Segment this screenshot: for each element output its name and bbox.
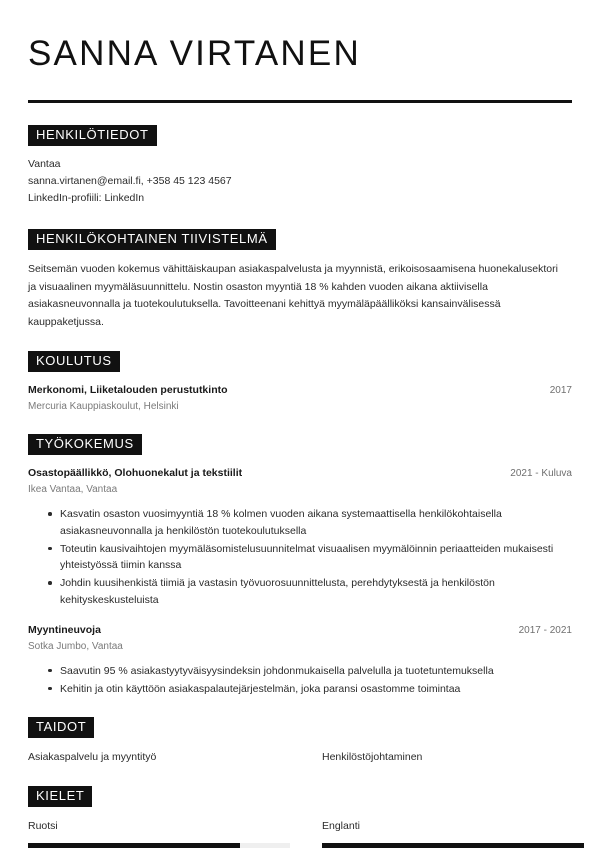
skills-column-left [28,750,300,766]
language-level-track [322,843,584,848]
skills-columns [28,750,572,766]
education-degree: Merkonomi, Liiketalouden perustutkinto [28,384,228,397]
skill-item: Asiakaspalvelu ja myyntityö [28,751,157,764]
experience-employer: Ikea Vantaa, Vantaa [28,484,118,496]
experience-job-title: Myyntineuvoja [28,623,101,636]
education-entry [28,383,572,414]
experience-entry [28,466,572,609]
experience-date: 2017 - 2021 [518,624,572,636]
languages-column-left [28,819,300,848]
experience-bullet-list [28,506,572,609]
education-institution: Mercuria Kauppiaskoulut, Helsinki [28,401,179,413]
section-heading-skills: TAIDOT [28,717,94,738]
language-item [28,819,290,848]
header-divider [28,100,572,103]
list-item: Kehitin ja otin käyttöön asiakaspalautejärjestelmän, joka paransi osastomme toimintaa [48,681,572,698]
language-item [322,819,584,848]
section-experience [28,434,572,697]
contact-details [28,156,572,207]
list-item: Kasvatin osaston vuosimyyntiä 18 % kolmen vuoden aikana systemaattisella henkilökohtaisella asiakasneuvonnalla ja henkilöstön tuotekoulutuksella [48,506,572,540]
skill-item: Henkilöstöjohtaminen [322,751,423,764]
list-item: Toteutin kausivaihtojen myymäläsomistelusuunnitelmat visuaalisen myymälöinnin periaatteiden mukaisesti yhteistyössä tiimin kanssa [48,541,572,575]
section-heading-education: KOULUTUS [28,351,120,372]
page-title: SANNA VIRTANEN [28,34,361,73]
section-heading-languages: KIELET [28,786,92,807]
language-name: Ruotsi [28,820,58,833]
contact-location: Vantaa [28,158,61,171]
skills-column-right [300,750,572,766]
language-level-fill [322,843,584,848]
experience-bullet-list [28,663,572,698]
section-skills [28,717,572,766]
experience-job-title: Osastopäällikkö, Olohuonekalut ja tekstiilit [28,467,243,480]
experience-entry-header [28,623,572,638]
contact-email-phone: sanna.virtanen@email.fi, +358 45 123 4567 [28,175,232,188]
experience-date: 2021 - Kuluva [510,468,572,480]
languages-columns [28,819,572,848]
experience-employer: Sotka Jumbo, Vantaa [28,640,123,652]
language-name: Englanti [322,820,360,833]
summary-text: Seitsemän vuoden kokemus vähittäiskaupan asiakaspalvelusta ja myynnistä, erikoisosaamisena huonekalusektori ja visuaalinen myymäläsuunnittelu. Nostin osaston myyntiä 18 % kahden vuoden aikana aktiivisella asiakasneuvonnalla ja tuotekoulutuksella. Tavoitteenani kehittyä myymäläpäälliköksi kansainvälisessä kauppaketjussa. [28,263,558,328]
section-summary [28,229,572,331]
experience-entry-header [28,466,572,481]
languages-column-right [300,819,572,848]
contact-linkedin[interactable]: LinkedIn-profiili: LinkedIn [28,192,145,205]
section-education [28,351,572,414]
experience-entry [28,623,572,698]
section-personal-info [28,125,572,207]
section-heading-summary: HENKILÖKOHTAINEN TIIVISTELMÄ [28,229,276,250]
section-languages [28,786,572,848]
section-heading-experience: TYÖKOKEMUS [28,434,142,455]
education-date: 2017 [549,385,572,397]
language-level-track [28,843,290,848]
list-item: Johdin kuusihenkistä tiimiä ja vastasin työvuorosuunnittelusta, perehdytyksestä ja henkilöstön kehityskeskusteluista [48,575,572,609]
list-item: Saavutin 95 % asiakastyytyväisyysindeksin johdonmukaisella palvelulla ja tuotetuntemuksella [48,663,572,680]
education-entry-header [28,383,572,398]
language-level-fill [28,843,240,848]
section-heading-personal-info: HENKILÖTIEDOT [28,125,157,146]
